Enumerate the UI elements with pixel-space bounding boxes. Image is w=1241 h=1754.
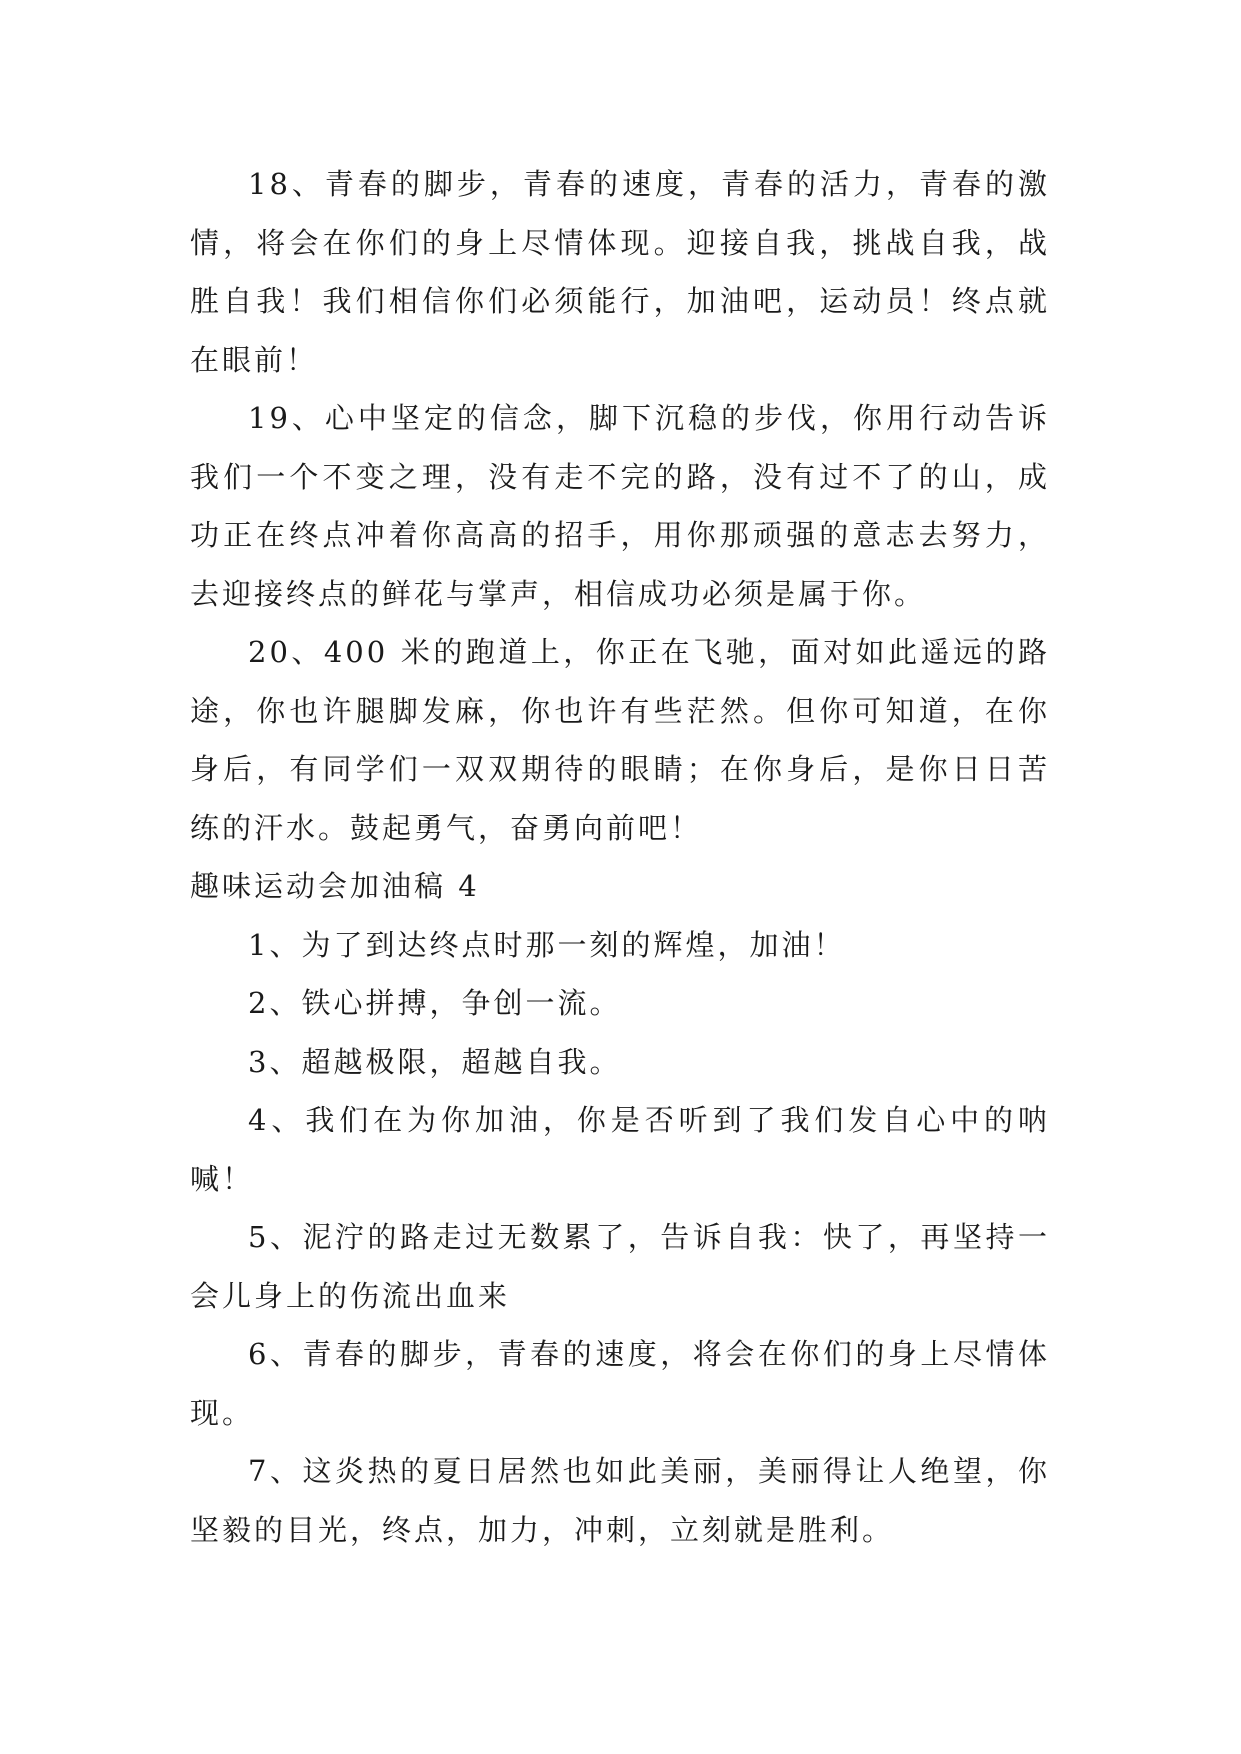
paragraph-item-6: 6、青春的脚步，青春的速度，将会在你们的身上尽情体现。 <box>190 1337 1050 1430</box>
paragraph-19: 19、心中坚定的信念，脚下沉稳的步伐，你用行动告诉我们一个不变之理，没有走不完的路，没有过不了的山，成功正在终点冲着你高高的招手，用你那顽强的意志去努力，去迎接终点的鲜花与掌声，相信成功必须是属于你。 <box>190 401 1050 611</box>
paragraph-item-7: 7、这炎热的夏日居然也如此美丽，美丽得让人绝望，你坚毅的目光，终点，加力，冲刺，立刻就是胜利。 <box>190 1454 1050 1547</box>
paragraph-18: 18、青春的脚步，青春的速度，青春的活力，青春的激情，将会在你们的身上尽情体现。迎接自我，挑战自我，战胜自我！我们相信你们必须能行，加油吧，运动员！终点就在眼前！ <box>190 167 1050 377</box>
paragraph-20: 20、400 米的跑道上，你正在飞驰，面对如此遥远的路途，你也许腿脚发麻，你也许有些茫然。但你可知道，在你身后，有同学们一双双期待的眼睛；在你身后，是你日日苦练的汗水。鼓起勇气，奋勇向前吧！ <box>190 635 1050 845</box>
paragraph-item-2: 2、铁心拼搏，争创一流。 <box>248 986 622 1020</box>
paragraph-item-5: 5、泥泞的路走过无数累了，告诉自我：快了，再坚持一会儿身上的伤流出血来 <box>190 1220 1050 1313</box>
paragraph-item-3: 3、超越极限，超越自我。 <box>248 1044 622 1079</box>
document-body <box>190 155 1050 1559</box>
paragraph-item-4: 4、我们在为你加油，你是否听到了我们发自心中的呐喊！ <box>190 1103 1050 1196</box>
paragraph-item-1: 1、为了到达终点时那一刻的辉煌，加油！ <box>248 927 846 962</box>
section-title: 趣味运动会加油稿 4 <box>190 869 480 903</box>
